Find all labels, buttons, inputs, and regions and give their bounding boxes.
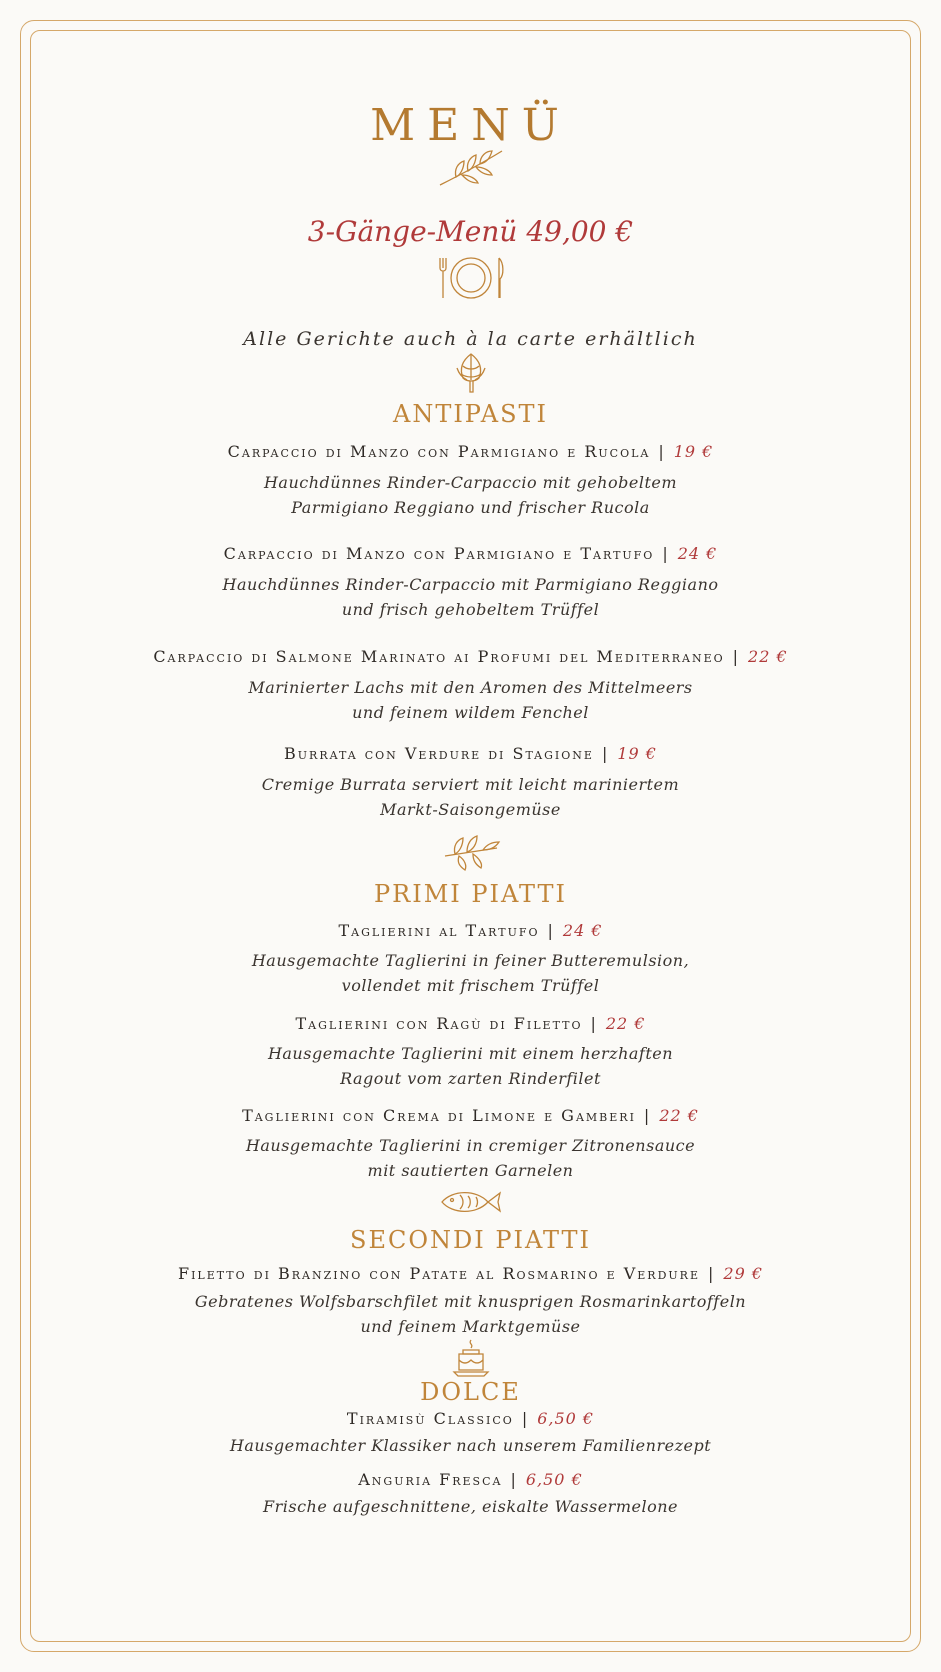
menu-item-name: Carpaccio di Manzo con Parmigiano e Rucola | 19 € bbox=[227, 442, 714, 461]
menu-item-name: Carpaccio di Manzo con Parmigiano e Tartufo | 24 € bbox=[223, 544, 718, 563]
item-price: 22 € bbox=[748, 647, 788, 666]
menu-item-name: Anguria Fresca | 6,50 € bbox=[358, 1470, 583, 1489]
item-price: 19 € bbox=[673, 442, 714, 461]
menu-item-description: Hausgemachte Taglierini in feiner Butteremulsion, vollendet mit frischem Trüffel bbox=[251, 951, 690, 995]
plate-cutlery-icon bbox=[435, 255, 507, 301]
item-price: 22 € bbox=[659, 1106, 699, 1125]
item-price: 6,50 € bbox=[537, 1409, 595, 1428]
item-price: 24 € bbox=[562, 921, 603, 940]
item-price: 29 € bbox=[723, 1264, 764, 1283]
fish-icon bbox=[438, 1187, 504, 1217]
menu-item-name: Carpaccio di Salmone Marinato ai Profumi del Mediterraneo | 22 € bbox=[153, 647, 788, 666]
menu-item-name: Burrata con Verdure di Stagione | 19 € bbox=[284, 744, 657, 763]
menu-item-description: Hausgemachter Klassiker nach unserem Familienrezept bbox=[229, 1436, 712, 1455]
menu-item-description: Marinierter Lachs mit den Aromen des Mittelmeers und feinem wildem Fenchel bbox=[248, 678, 693, 722]
artichoke-icon bbox=[453, 350, 489, 394]
menu-item-name: Tiramisù Classico | 6,50 € bbox=[346, 1409, 595, 1428]
menu-item-description: Hausgemachte Taglierini mit einem herzhaften Ragout vom zarten Rinderfilet bbox=[267, 1044, 674, 1088]
a-la-carte-note: Alle Gerichte auch à la carte erhältlich bbox=[243, 328, 698, 350]
menu-title: MENÜ bbox=[370, 100, 571, 151]
set-menu-price: 3-Gänge-Menü 49,00 € bbox=[307, 215, 634, 248]
menu-item-description: Cremige Burrata serviert mit leicht mariniertem Markt-Saisongemüse bbox=[261, 775, 680, 819]
menu-item-description: Gebratenes Wolfsbarschfilet mit knusprigen Rosmarinkartoffeln und feinem Marktgemüse bbox=[194, 1292, 747, 1336]
cake-icon bbox=[451, 1338, 491, 1378]
item-price: 19 € bbox=[617, 744, 657, 763]
section-title-dolce: DOLCE bbox=[420, 1378, 521, 1406]
item-price: 24 € bbox=[677, 544, 718, 563]
olive-leaves-icon bbox=[439, 832, 503, 872]
menu-item-description: Frische aufgeschnittene, eiskalte Wassermelone bbox=[263, 1497, 678, 1516]
item-price: 22 € bbox=[605, 1014, 646, 1033]
section-title-antipasti: ANTIPASTI bbox=[392, 400, 549, 428]
section-title-secondi-piatti: SECONDI PIATTI bbox=[350, 1226, 591, 1254]
section-title-primi-piatti: PRIMI PIATTI bbox=[374, 880, 567, 908]
menu-item-description: Hauchdünnes Rinder-Carpaccio mit gehobeltem Parmigiano Reggiano und frischer Rucola bbox=[263, 473, 678, 517]
menu-page bbox=[40, 40, 901, 1632]
menu-item-name: Taglierini con Crema di Limone e Gamberi | 22 € bbox=[242, 1106, 699, 1125]
menu-item-description: Hauchdünnes Rinder-Carpaccio mit Parmigiano Reggiano und frisch gehobeltem Trüffel bbox=[222, 575, 719, 619]
item-price: 6,50 € bbox=[525, 1470, 583, 1489]
menu-item-name: Taglierini al Tartufo | 24 € bbox=[338, 921, 603, 940]
menu-item-name: Filetto di Branzino con Patate al Rosmarino e Verdure | 29 € bbox=[177, 1264, 764, 1283]
menu-item-description: Hausgemachte Taglierini in cremiger Zitronensauce mit sautierten Garnelen bbox=[245, 1136, 696, 1180]
olive-branch-icon bbox=[436, 145, 506, 189]
menu-item-name: Taglierini con Ragù di Filetto | 22 € bbox=[295, 1014, 646, 1033]
